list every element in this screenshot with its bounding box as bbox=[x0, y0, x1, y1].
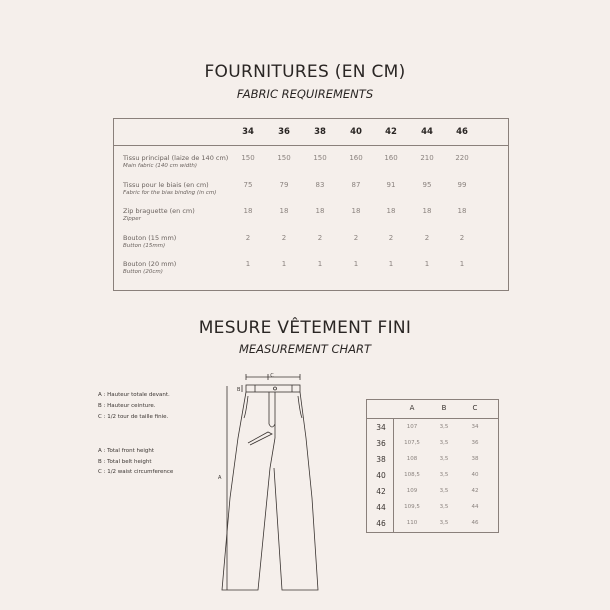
row-label bbox=[123, 260, 176, 276]
label-c: C bbox=[270, 373, 274, 379]
label-en: Zipper bbox=[123, 216, 141, 222]
label-fr: Bouton (20 mm) bbox=[123, 260, 177, 268]
label-en: Fabric for the bias binding (in cm) bbox=[123, 189, 217, 196]
cell-value: 1 bbox=[245, 260, 251, 268]
size-label: 44 bbox=[376, 503, 386, 512]
row-label bbox=[123, 207, 195, 223]
size-header: 36 bbox=[278, 127, 290, 137]
cell-value: 38 bbox=[471, 456, 479, 462]
cell-value: 2 bbox=[353, 233, 359, 242]
cell-value: 1 bbox=[353, 260, 359, 268]
cell-value: 3,5 bbox=[439, 440, 449, 446]
size-label: 42 bbox=[376, 487, 386, 496]
cell-value: 150 bbox=[277, 154, 291, 162]
cell-value: 3,5 bbox=[439, 488, 449, 494]
cell-value: 42 bbox=[471, 488, 479, 494]
legend-fr-item: A : Hauteur totale devant. bbox=[98, 392, 170, 398]
measurement-table bbox=[366, 399, 499, 533]
cell-value: 107,5 bbox=[404, 440, 420, 446]
cell-value: 108 bbox=[406, 456, 418, 462]
size-label: 46 bbox=[376, 519, 386, 528]
cell-value: 1 bbox=[317, 260, 323, 268]
label-b: B bbox=[237, 387, 241, 393]
cell-value: 18 bbox=[243, 207, 253, 215]
cell-value: 2 bbox=[281, 233, 287, 242]
cell-value: 1 bbox=[281, 260, 287, 268]
label-fr: Tissu principal (laize de 140 cm) bbox=[123, 154, 229, 162]
cell-value: 3,5 bbox=[439, 520, 449, 526]
size-header: 42 bbox=[385, 127, 397, 137]
row-label bbox=[123, 154, 228, 170]
cell-value: 18 bbox=[457, 207, 467, 215]
cell-value: 2 bbox=[388, 233, 394, 242]
cell-value: 1 bbox=[424, 260, 430, 268]
cell-value: 220 bbox=[455, 154, 469, 162]
cell-value: 3,5 bbox=[439, 504, 449, 510]
cell-value: 108,5 bbox=[404, 472, 420, 478]
cell-value: 3,5 bbox=[439, 424, 449, 430]
cell-value: 2 bbox=[317, 233, 323, 242]
cell-value: 150 bbox=[313, 154, 327, 162]
cell-value: 44 bbox=[471, 504, 479, 510]
size-header: 44 bbox=[421, 127, 433, 137]
fabric-title: FOURNITURES (EN CM) bbox=[204, 62, 406, 82]
cell-value: 36 bbox=[471, 440, 479, 446]
measure-title: MESURE VÊTEMENT FINI bbox=[198, 318, 412, 338]
measure-subtitle: MEASUREMENT CHART bbox=[238, 342, 372, 356]
size-label: 38 bbox=[376, 455, 386, 464]
cell-value: 1 bbox=[459, 260, 465, 268]
cell-value: 3,5 bbox=[439, 472, 449, 478]
cell-value: 18 bbox=[279, 207, 289, 215]
label-a: A bbox=[218, 475, 222, 481]
cell-value: 110 bbox=[406, 520, 418, 526]
size-label: 34 bbox=[376, 423, 386, 432]
cell-value: 109 bbox=[406, 488, 418, 494]
cell-value: 79 bbox=[279, 180, 289, 189]
cell-value: 18 bbox=[386, 207, 396, 215]
cell-value: 2 bbox=[245, 233, 251, 242]
label-en: Button (15mm) bbox=[123, 242, 166, 249]
cell-value: 109,5 bbox=[404, 504, 420, 510]
cell-value: 40 bbox=[471, 472, 479, 478]
label-en: Button (20cm) bbox=[123, 269, 163, 275]
cell-value: 2 bbox=[424, 233, 430, 242]
size-label: 36 bbox=[376, 439, 386, 448]
cell-value: 95 bbox=[422, 180, 432, 189]
cell-value: 18 bbox=[315, 207, 325, 215]
column-divider bbox=[393, 418, 394, 532]
row-label bbox=[123, 181, 216, 197]
cell-value: 3,5 bbox=[439, 456, 449, 462]
size-header: 46 bbox=[456, 127, 468, 137]
cell-value: 160 bbox=[349, 154, 363, 162]
cell-value: 46 bbox=[471, 520, 479, 526]
column-header: A bbox=[409, 404, 415, 412]
cell-value: 99 bbox=[457, 180, 467, 189]
label-fr: Tissu pour le biais (en cm) bbox=[123, 180, 209, 189]
cell-value: 34 bbox=[471, 424, 479, 430]
trousers-diagram bbox=[200, 368, 320, 598]
legend-fr-item: C : 1/2 tour de taille finie. bbox=[98, 414, 169, 420]
cell-value: 18 bbox=[422, 207, 432, 215]
cell-value: 150 bbox=[241, 154, 255, 162]
label-fr: Bouton (15 mm) bbox=[123, 233, 177, 242]
row-label bbox=[123, 234, 176, 250]
cell-value: 107 bbox=[406, 424, 418, 430]
cell-value: 83 bbox=[315, 180, 325, 189]
legend-fr-item: B : Hauteur ceinture. bbox=[98, 403, 156, 409]
cell-value: 1 bbox=[388, 260, 394, 268]
cell-value: 87 bbox=[351, 180, 361, 189]
size-label: 40 bbox=[376, 471, 386, 480]
column-header: C bbox=[472, 404, 478, 412]
legend-en-item: C : 1/2 waist circumference bbox=[98, 469, 174, 475]
size-header: 34 bbox=[242, 127, 254, 137]
header-divider bbox=[367, 418, 498, 419]
legend-en-item: B : Total belt height bbox=[98, 458, 152, 465]
legend-en-item: A : Total front height bbox=[98, 448, 155, 454]
column-header: B bbox=[441, 404, 447, 412]
fabric-subtitle: FABRIC REQUIREMENTS bbox=[236, 87, 374, 101]
cell-value: 160 bbox=[384, 154, 398, 162]
cell-value: 2 bbox=[459, 233, 465, 242]
size-header: 38 bbox=[314, 127, 326, 137]
fabric-table bbox=[113, 118, 509, 291]
header-divider bbox=[114, 145, 508, 146]
label-en: Main fabric (140 cm width) bbox=[123, 163, 198, 169]
size-header: 40 bbox=[350, 127, 362, 137]
cell-value: 210 bbox=[420, 154, 434, 162]
cell-value: 91 bbox=[386, 180, 396, 189]
label-fr: Zip braguette (en cm) bbox=[123, 207, 195, 215]
cell-value: 75 bbox=[243, 180, 253, 189]
cell-value: 18 bbox=[351, 207, 361, 215]
